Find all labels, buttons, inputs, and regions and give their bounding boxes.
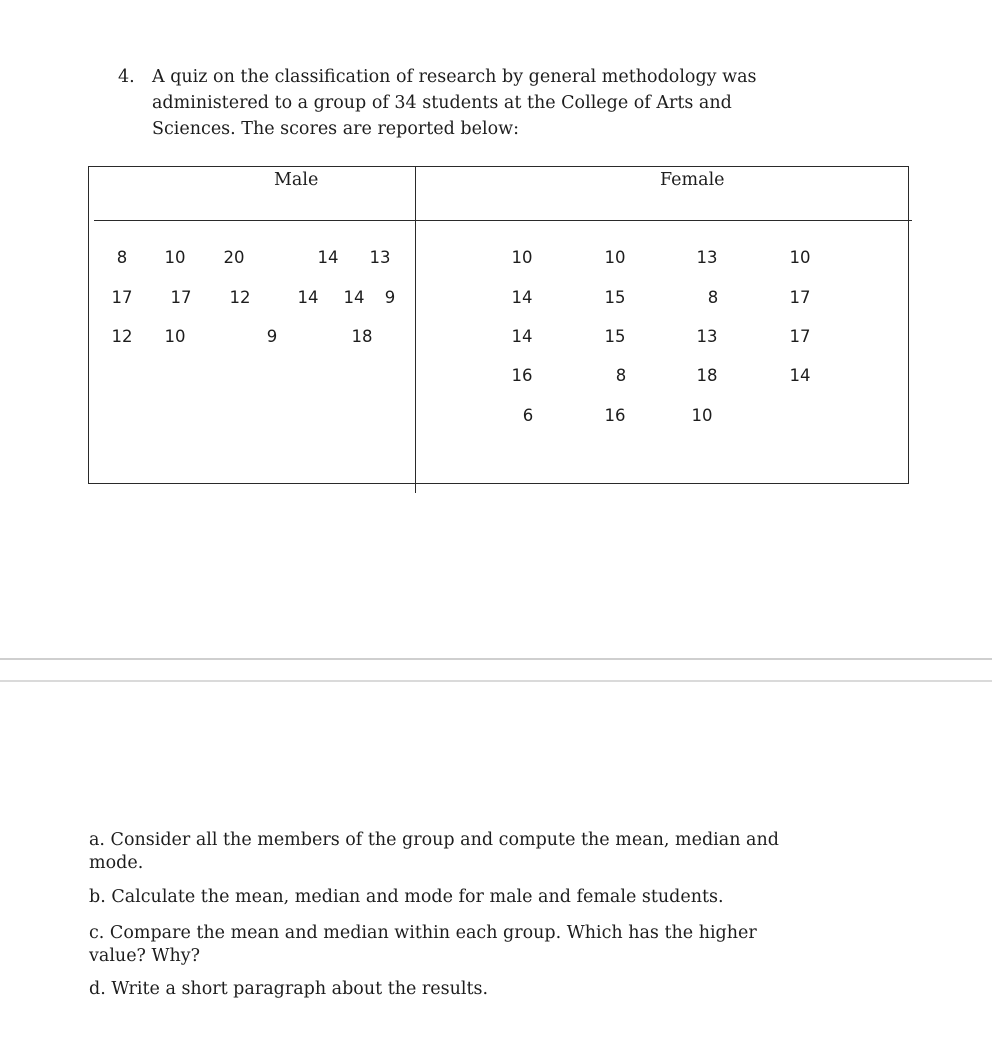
- female-score: 14: [789, 366, 811, 385]
- female-score: 15: [604, 327, 626, 346]
- problem-text: [152, 64, 878, 142]
- problem-line: administered to a group of 34 students at the College of Arts and: [152, 93, 732, 113]
- scores-table: [88, 166, 909, 484]
- female-score: 16: [511, 366, 533, 385]
- questions-list: [89, 829, 909, 1001]
- problem-statement: [118, 64, 878, 142]
- page-separator: [0, 658, 992, 660]
- problem-number: 4.: [118, 67, 135, 87]
- female-score: 8: [615, 366, 627, 385]
- table-header-divider: [94, 220, 912, 221]
- table-column-divider: [415, 166, 416, 493]
- female-score: 18: [696, 366, 718, 385]
- male-score: 17: [170, 288, 192, 307]
- question-a: a. Consider all the members of the group and compute the mean, median and mode.: [89, 830, 779, 873]
- female-score: 16: [604, 406, 626, 425]
- question-b: b. Calculate the mean, median and mode for male and female students.: [89, 887, 724, 907]
- female-score: 17: [789, 327, 811, 346]
- male-score: 17: [111, 288, 133, 307]
- male-header: Male: [274, 170, 319, 190]
- question-c: c. Compare the mean and median within each group. Which has the higher value? Why?: [89, 923, 757, 966]
- female-score: 13: [696, 327, 718, 346]
- female-score: 10: [789, 248, 811, 267]
- female-score: 8: [707, 288, 719, 307]
- female-score: 10: [691, 406, 713, 425]
- male-score: 20: [223, 248, 245, 267]
- male-score: 18: [351, 327, 373, 346]
- male-score: 12: [229, 288, 251, 307]
- female-score: 13: [696, 248, 718, 267]
- male-score: 10: [164, 327, 186, 346]
- female-score: 10: [604, 248, 626, 267]
- female-header: Female: [660, 170, 725, 190]
- male-score: 13: [369, 248, 391, 267]
- problem-line: A quiz on the classification of research by general methodology was: [152, 67, 757, 87]
- question-d: d. Write a short paragraph about the results.: [89, 979, 489, 999]
- female-score: 17: [789, 288, 811, 307]
- male-score: 9: [384, 288, 396, 307]
- female-score: 14: [511, 288, 533, 307]
- male-score: 14: [297, 288, 319, 307]
- male-score: 14: [317, 248, 339, 267]
- male-score: 9: [266, 327, 278, 346]
- male-score: 8: [116, 248, 128, 267]
- female-score: 10: [511, 248, 533, 267]
- female-score: 6: [522, 406, 534, 425]
- problem-line: Sciences. The scores are reported below:: [152, 119, 519, 139]
- male-score: 12: [111, 327, 133, 346]
- male-score: 14: [343, 288, 365, 307]
- male-score: 10: [164, 248, 186, 267]
- female-score: 14: [511, 327, 533, 346]
- page-separator: [0, 680, 992, 682]
- female-score: 15: [604, 288, 626, 307]
